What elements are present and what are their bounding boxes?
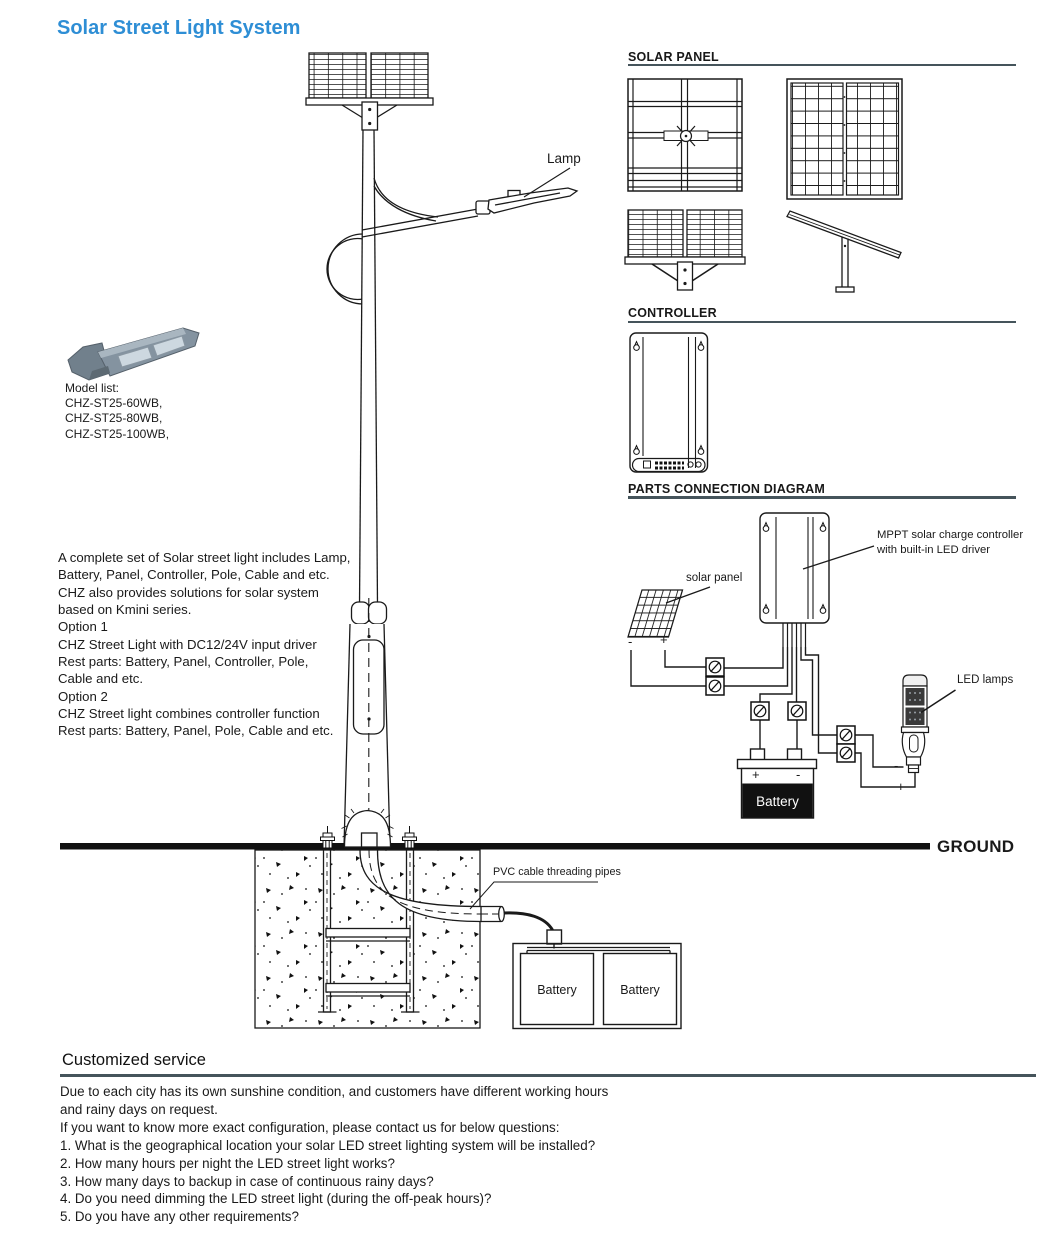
lamp-minus-sign: - bbox=[894, 758, 899, 773]
description-line: based on Kmini series. bbox=[58, 602, 192, 618]
underground-battery-label-left: Battery bbox=[537, 983, 577, 997]
underground-battery-label-right: Battery bbox=[620, 983, 660, 997]
service-line: 5. Do you have any other requirements? bbox=[60, 1209, 299, 1225]
pvc-leader-line bbox=[470, 882, 598, 909]
controller-drawing bbox=[630, 333, 708, 472]
customized-service-heading: Customized service bbox=[62, 1051, 206, 1069]
terminal-connector-icon bbox=[706, 677, 724, 695]
parts-connection-rule bbox=[628, 496, 1016, 499]
anchor-bolt-right bbox=[403, 826, 417, 848]
service-line: If you want to know more exact configuration, please contact us for below questions: bbox=[60, 1119, 560, 1135]
panel-minus-sign: - bbox=[628, 634, 633, 649]
solar-panel-front-view bbox=[787, 79, 902, 199]
mppt-label-line: MPPT solar charge controller bbox=[877, 529, 1024, 541]
description-line: CHZ Street Light with DC12/24V input driver bbox=[58, 636, 317, 652]
model-item: CHZ-ST25-80WB, bbox=[65, 411, 163, 426]
battery-cable bbox=[504, 913, 553, 930]
controller-rule bbox=[628, 321, 1016, 323]
panel-plus-sign: + bbox=[660, 632, 668, 647]
section-header-solar-panel: SOLAR PANEL bbox=[628, 50, 719, 64]
product-description bbox=[58, 549, 350, 740]
page-title: Solar Street Light System bbox=[57, 17, 301, 39]
description-line: CHZ also provides solutions for solar system bbox=[58, 584, 319, 600]
description-line: Battery, Panel, Controller, Pole, Cable and etc. bbox=[58, 567, 330, 583]
model-list bbox=[65, 381, 169, 442]
terminal-connector-icon bbox=[706, 658, 724, 676]
solar-panel-bracket-view bbox=[625, 210, 745, 290]
solar-panel-side-view bbox=[787, 211, 901, 292]
battery-plus-sign: + bbox=[752, 767, 760, 782]
model-item: CHZ-ST25-100WB, bbox=[65, 426, 170, 441]
section-header-parts-connection: PARTS CONNECTION DIAGRAM bbox=[628, 482, 825, 496]
ground-line bbox=[60, 843, 930, 850]
pole-scroll-ornament bbox=[327, 234, 363, 304]
description-line: Option 2 bbox=[58, 688, 108, 704]
mppt-label-line: with built-in LED driver bbox=[877, 544, 991, 556]
mppt-controller-drawing bbox=[760, 513, 829, 623]
customized-service-body bbox=[60, 1083, 608, 1226]
ground-label: GROUND bbox=[937, 837, 1015, 856]
anchor-bolt-left bbox=[321, 826, 335, 848]
description-line: CHZ Street light combines controller function bbox=[58, 706, 320, 722]
description-line: Cable and etc. bbox=[58, 671, 144, 687]
led-lamp-drawing bbox=[902, 675, 929, 773]
parts-connection-diagram bbox=[628, 513, 956, 818]
lamp-head-drawing bbox=[476, 188, 577, 214]
terminal-connector-icon bbox=[788, 702, 806, 720]
solar-panel-rule bbox=[628, 64, 1016, 66]
solar-panel-part-label: solar panel bbox=[686, 572, 743, 584]
customized-service-rule bbox=[60, 1074, 1036, 1077]
service-line: 4. Do you need dimming the LED street light (during the off-peak hours)? bbox=[60, 1191, 492, 1207]
description-line: A complete set of Solar street light includes Lamp, bbox=[58, 550, 351, 565]
service-line: 1. What is the geographical location your solar LED street lighting system will be installed? bbox=[60, 1137, 596, 1153]
model-item: CHZ-ST25-60WB, bbox=[65, 396, 163, 411]
pvc-pipes-label: PVC cable threading pipes bbox=[493, 866, 621, 878]
lamp-label: Lamp bbox=[547, 151, 581, 166]
battery-drawing-label: Battery bbox=[756, 794, 799, 809]
solar-panel-rear-view bbox=[628, 79, 742, 191]
street-lamp-photo bbox=[68, 328, 199, 380]
lamp-plus-sign: + bbox=[897, 779, 905, 794]
description-line: Rest parts: Battery, Panel, Pole, Cable and etc. bbox=[58, 723, 334, 739]
service-line: Due to each city has its own sunshine condition, and customers have different working hours bbox=[60, 1084, 609, 1099]
description-line: Option 1 bbox=[58, 619, 108, 635]
terminal-connector-icon bbox=[751, 702, 769, 720]
battery-minus-sign: - bbox=[796, 767, 801, 782]
led-lamps-label: LED lamps bbox=[957, 674, 1014, 686]
terminal-connector-icon bbox=[837, 726, 855, 744]
lamp-arm bbox=[362, 178, 478, 237]
section-header-controller: CONTROLLER bbox=[628, 306, 717, 320]
pole-top-solar-panel bbox=[306, 53, 433, 130]
small-solar-panel-drawing bbox=[628, 590, 683, 637]
terminal-connector-icon bbox=[837, 744, 855, 762]
service-line: 2. How many hours per night the LED street light works? bbox=[60, 1155, 395, 1171]
service-line: 3. How many days to backup in case of continuous rainy days? bbox=[60, 1173, 434, 1189]
service-line: and rainy days on request. bbox=[60, 1101, 218, 1117]
mppt-label bbox=[877, 528, 1023, 558]
model-list-heading: Model list: bbox=[65, 381, 120, 395]
description-line: Rest parts: Battery, Panel, Controller, Pole, bbox=[58, 654, 309, 670]
